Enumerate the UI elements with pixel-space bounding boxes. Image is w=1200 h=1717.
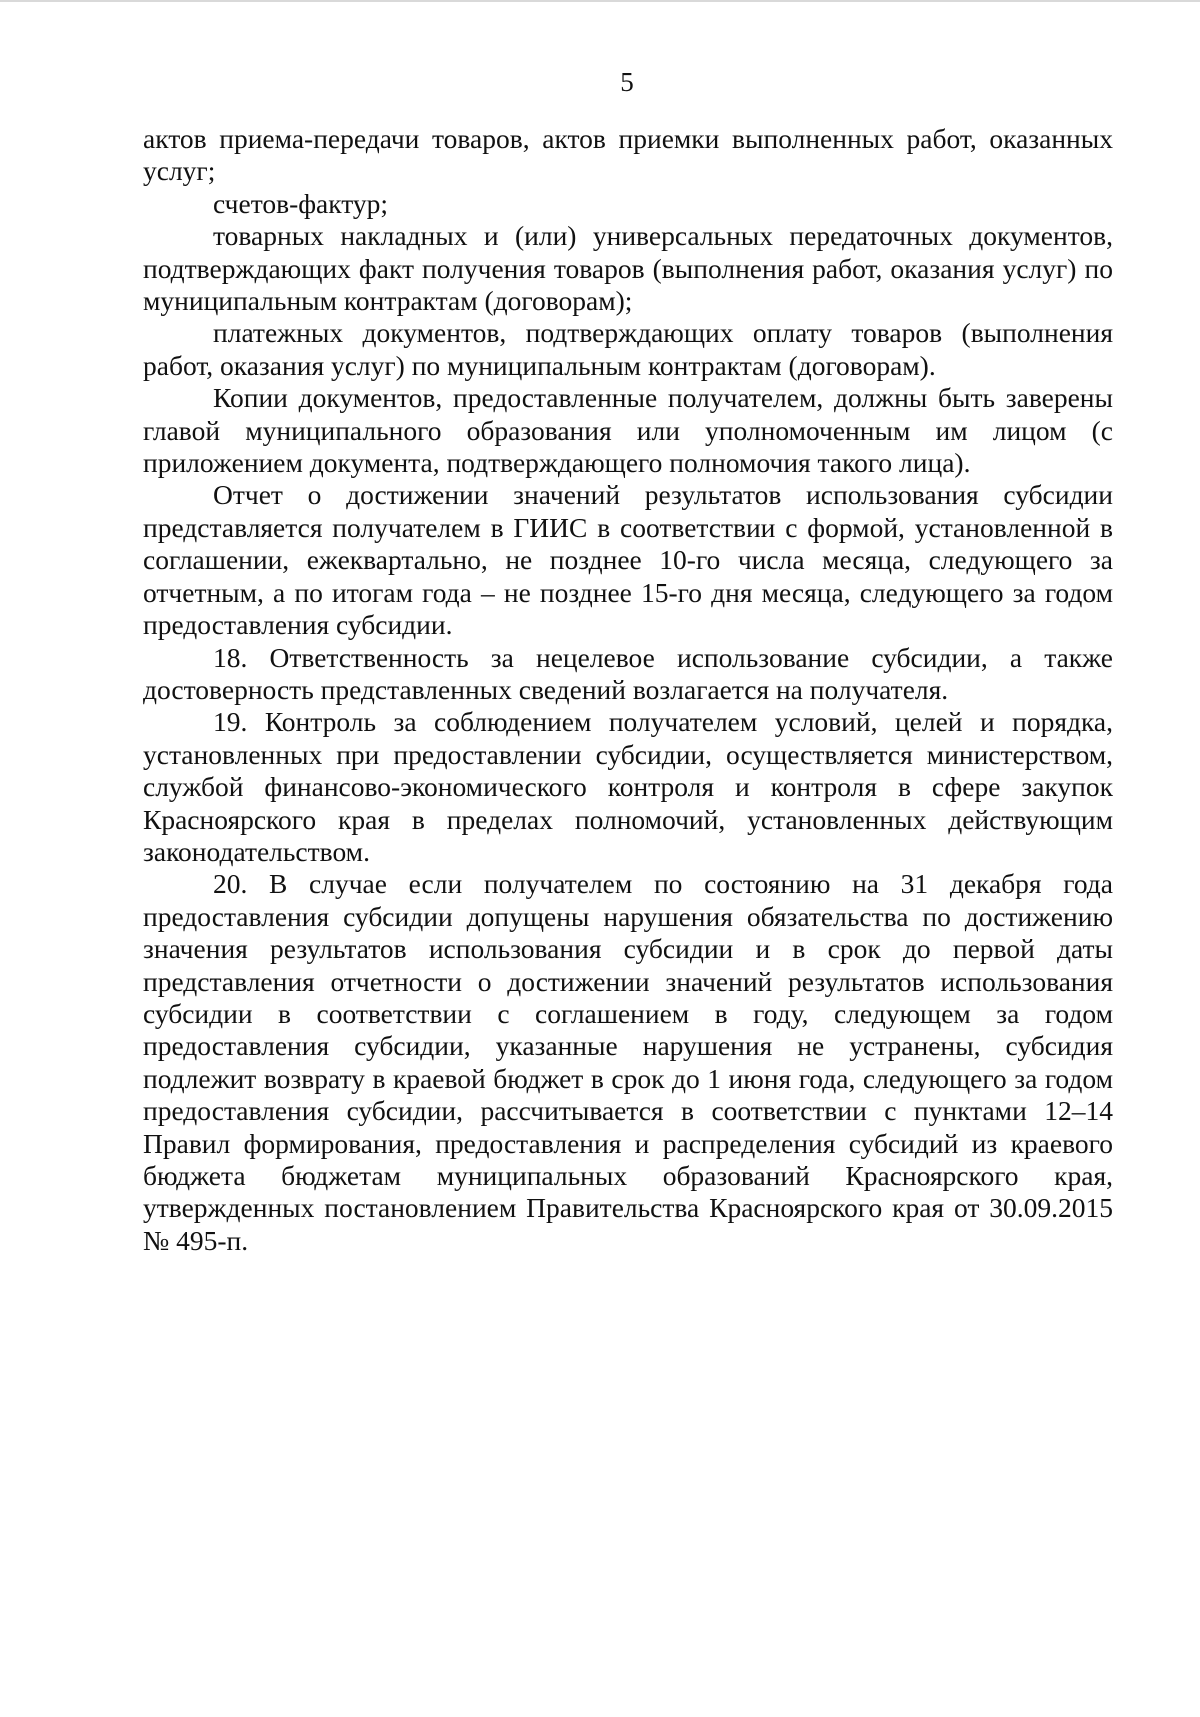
paragraph-report-submission: Отчет о достижении значений результатов использования субсидии представляется получателем в ГИИС в соответствии с формой, установленной в соглашении, ежеквартально, не позднее 10-го числа месяца, следующего за отчетным, а по итогам года – не позднее 15-го дня месяца, следующего за годом предоставления субсидии. [143,479,1113,641]
paragraph-clause-19: 19. Контроль за соблюдением получателем условий, целей и порядка, установленных при предоставлении субсидии, осуществляется министерством, службой финансово-экономического контроля и контроля в сфере закупок Красноярского края в пределах полномочий, установленных действующим законодательством. [143,706,1113,867]
paragraph-document-copies: Копии документов, предоставленные получателем, должны быть заверены главой муниципального образования или уполномоченным им лицом (с приложением документа, подтверждающего полномочия такого лица). [143,382,1113,479]
top-edge-rule [0,0,1200,2]
document-body [143,123,1113,1257]
paragraph-acts-list-item: актов приема-передачи товаров, актов приемки выполненных работ, оказанных услуг; [143,123,1113,187]
page-number: 5 [620,67,634,97]
paragraph-waybills-list-item: товарных накладных и (или) универсальных передаточных документов, подтверждающих факт получения товаров (выполнения работ, оказания услуг) по муниципальным контрактам (договорам); [143,220,1113,317]
paragraph-clause-18: 18. Ответственность за нецелевое использование субсидии, а также достоверность представленных сведений возлагается на получателя. [143,641,1113,705]
paragraph-invoices-list-item: счетов-фактур; [213,187,389,219]
paragraph-clause-20: 20. В случае если получателем по состоянию на 31 декабря года предоставления субсидии допущены нарушения обязательства по достижению значения результатов использования субсидии и в срок до первой даты представления отчетности о достижении значений результатов использования субсидии в соответствии с соглашением в году, следующем за годом предоставления субсидии, указанные нарушения не устранены, субсидия подлежит возврату в краевой бюджет в срок до 1 июня года, следующего за годом предоставления субсидии, рассчитывается в соответствии с пунктами 12–14 Правил формирования, предоставления и распределения субсидий из краевого бюджета бюджетам муниципальных образований Красноярского края, утвержденных постановлением Правительства Красноярского края от 30.09.2015 № 495-п. [143,868,1113,1256]
paragraph-payment-documents-list-item: платежных документов, подтверждающих оплату товаров (выполнения работ, оказания услуг) по муниципальным контрактам (договорам). [143,317,1113,381]
